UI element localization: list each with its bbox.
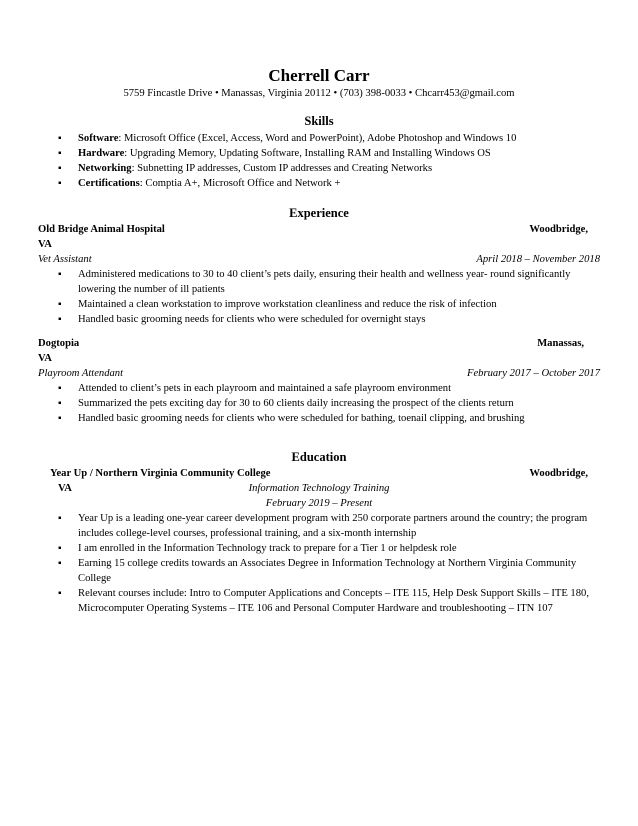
skill-label: Software <box>78 133 119 144</box>
job-bullet: ▪ Attended to client’s pets in each playroom and maintained a safe playroom environment <box>58 381 610 396</box>
skill-text: : Microsoft Office (Excel, Access, Word and PowerPoint), Adobe Photoshop and Windows 10 <box>118 133 517 144</box>
job-bullet: ▪ Summarized the pets exciting day for 30 to 60 clients daily increasing the prospect of the clients return <box>58 396 610 411</box>
job-bullet: ▪ Maintained a clean workstation to improve workstation cleanliness and reduce the risk of infection <box>58 297 610 312</box>
job-role: Vet Assistant <box>38 254 92 265</box>
job-role: Playroom Attendant <box>38 368 124 379</box>
resume-name: Cherrell Carr <box>268 66 370 85</box>
experience-heading: Experience <box>289 206 349 220</box>
skill-text: : Upgrading Memory, Updating Software, Installing RAM and Installing Windows OS <box>124 148 491 159</box>
education-bullet: ▪ Year Up is a leading one-year career development program with 250 corporate partners around the country; the program includes college-level courses, professional training, and a six-month internship <box>58 511 610 541</box>
education-dates: February 2019 – Present <box>265 498 373 509</box>
job-state: VA <box>38 353 52 364</box>
job-header <box>38 336 584 351</box>
education-organization: Year Up / Northern Virginia Community College <box>50 468 271 479</box>
skills-heading: Skills <box>304 114 334 128</box>
education-header <box>50 466 588 481</box>
job-organization: Old Bridge Animal Hospital <box>38 224 165 235</box>
job-location: Woodbridge, <box>529 224 588 235</box>
contact-line: 5759 Fincastle Drive • Manassas, Virginia 20112 • (703) 398-0033 • Chcarr453@gmail.com <box>123 88 515 99</box>
skills-list <box>58 131 618 191</box>
job-bullet: ▪ Handled basic grooming needs for clients who were scheduled for bathing, toenail clipping, and brushing <box>58 411 610 426</box>
job-bullets <box>58 381 610 426</box>
education-bullet: ▪ I am enrolled in the Information Technology track to prepare for a Tier 1 or helpdesk role <box>58 541 610 556</box>
job-role-row <box>38 252 600 267</box>
job-role-row <box>38 366 600 381</box>
education-program: Information Technology Training <box>248 483 390 494</box>
skill-text: : Subnetting IP addresses, Custom IP addresses and Creating Networks <box>131 163 433 174</box>
job-dates: February 2017 – October 2017 <box>467 368 600 379</box>
skill-item <box>58 131 618 146</box>
education-state: VA <box>58 483 72 494</box>
job-state: VA <box>38 239 52 250</box>
education-location: Woodbridge, <box>529 468 588 479</box>
skill-item <box>58 161 618 176</box>
education-bullets <box>58 511 610 616</box>
skill-label: Certifications <box>78 178 140 189</box>
skill-item <box>58 176 618 191</box>
skill-label: Networking <box>78 163 132 174</box>
job-dates: April 2018 – November 2018 <box>476 254 600 265</box>
job-location: Manassas, <box>537 338 584 349</box>
education-bullet: ▪ Earning 15 college credits towards an Associates Degree in Information Technology at Northern Virginia Community College <box>58 556 610 586</box>
skill-text: : Comptia A+, Microsoft Office and Network + <box>139 178 341 189</box>
education-bullet: ▪ Relevant courses include: Intro to Computer Applications and Concepts – ITE 115, Help Desk Support Skills – ITE 180, Microcomputer Operating Systems – ITE 106 and Personal Computer Hardware and troubleshooting – ITN 107 <box>58 586 610 616</box>
education-heading: Education <box>291 450 347 464</box>
job-bullet: ▪ Handled basic grooming needs for clients who were scheduled for overnight stays <box>58 312 610 327</box>
job-header <box>38 222 588 237</box>
job-organization: Dogtopia <box>38 338 80 349</box>
skill-item <box>58 146 618 161</box>
job-bullets <box>58 267 610 327</box>
job-bullet: ▪ Administered medications to 30 to 40 client’s pets daily, ensuring their health and wellness year- round significantly lowering the number of ill patients <box>58 267 610 297</box>
skill-label: Hardware <box>78 148 125 159</box>
